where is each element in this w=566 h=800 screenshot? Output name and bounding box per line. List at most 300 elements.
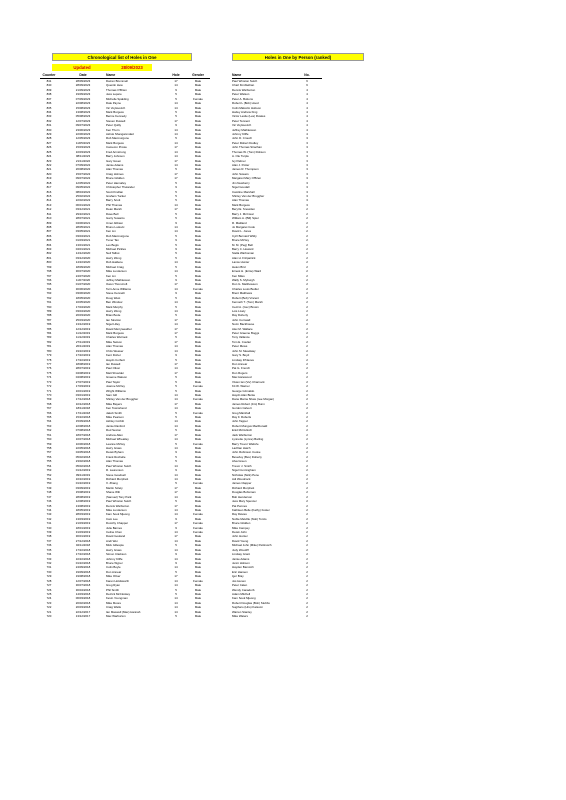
counter-cell: 722 — [46, 605, 52, 610]
date-cell: 18/05/2019 — [75, 507, 91, 512]
hole-cell: 14 — [174, 605, 178, 610]
counter-cell: 732 — [46, 560, 52, 565]
count-cell: 2 — [306, 344, 308, 349]
person-name-cell: Kit W. Warner — [232, 384, 250, 389]
date-cell: 10/03/2023 — [75, 149, 91, 154]
counter-cell: 767 — [46, 406, 52, 411]
count-cell: 4 — [306, 101, 308, 106]
name-cell: Cameron Prosie — [106, 145, 127, 150]
gender-cell: Male — [194, 123, 202, 128]
person-name-cell: John Robinson Cooke — [232, 450, 261, 455]
count-cell: 4 — [306, 123, 308, 128]
person-name-cell: Cecil A. (Cec) Brown — [232, 304, 259, 309]
hole-cell: 5 — [175, 388, 177, 393]
hole-cell: 17 — [174, 176, 178, 181]
count-cell: 2 — [306, 242, 308, 247]
name-cell: Andi Wei — [106, 538, 118, 543]
gender-cell: Female — [193, 521, 203, 526]
name-cell: Colin Boyle — [106, 565, 121, 570]
person-name-cell: Lindsay Grant — [232, 552, 250, 557]
counter-cell: 803 — [46, 247, 52, 252]
person-name-cell: Max Harewood — [232, 375, 252, 380]
hole-cell: 5 — [175, 375, 177, 380]
name-cell: Mark Murphy — [106, 304, 123, 309]
name-cell: Ian Russell — [106, 362, 121, 366]
hole-cell: 9 — [175, 87, 177, 92]
count-cell: 2 — [306, 587, 308, 592]
gender-cell: Male — [194, 322, 202, 327]
counter-cell: 804 — [46, 242, 52, 247]
hole-cell: 5 — [175, 114, 177, 119]
gender-cell: Male — [194, 269, 202, 274]
date-cell: 03/12/2020 — [75, 255, 91, 260]
hole-cell: 5 — [175, 198, 177, 203]
name-cell: Mike Lunderson — [106, 507, 127, 512]
count-cell: 2 — [306, 463, 308, 468]
counter-cell: 721 — [46, 609, 52, 614]
name-cell: Mark Burgess — [106, 140, 124, 145]
name-cell: Bruce Wyper — [106, 560, 123, 565]
chronological-list-header: Chronological list of Holes in One — [52, 53, 192, 61]
column-header-count: No. — [304, 73, 310, 77]
counter-cell: 786 — [46, 322, 52, 327]
name-cell: Alan Thomas — [106, 459, 123, 464]
person-name-cell: Wendy Canadorb — [232, 587, 255, 592]
name-cell: Craig Holmes — [106, 171, 124, 176]
counter-cell: 775 — [46, 370, 52, 375]
person-name-cell: Robert Mungus MacDonald — [232, 423, 268, 428]
gender-cell: Male — [194, 154, 202, 159]
date-cell: 10/10/2018 — [75, 556, 91, 561]
person-name-cell: James Clapper — [232, 481, 252, 486]
count-cell: 4 — [306, 127, 308, 132]
date-cell: 08/11/2023 — [75, 154, 91, 159]
hole-cell: 5 — [175, 614, 177, 619]
date-cell: 09/07/2022 — [75, 176, 91, 181]
count-cell: 2 — [306, 304, 308, 309]
gender-cell: Male — [194, 574, 202, 579]
by-person-table — [232, 79, 332, 618]
gender-cell: Male — [194, 171, 202, 176]
date-cell: 04/08/2019 — [75, 375, 91, 380]
hole-cell: 5 — [175, 136, 177, 141]
count-cell: 2 — [306, 295, 308, 300]
date-cell: 28/09/2023 — [75, 79, 91, 83]
date-cell: 23/06/2023 — [75, 127, 91, 132]
person-name-cell: Kenneth T. (Tom) Marsh — [232, 300, 263, 305]
gender-cell: Male — [194, 79, 202, 83]
hole-cell: 14 — [174, 229, 178, 234]
date-cell: 20/03/2018 — [75, 605, 91, 610]
person-name-cell: Bob Henderson — [232, 494, 253, 499]
name-cell: Ken Townshend — [106, 406, 127, 411]
column-header-name: Name — [106, 73, 116, 77]
counter-cell: 811 — [46, 211, 52, 216]
hole-cell: 5 — [175, 304, 177, 309]
counter-cell: 725 — [46, 591, 52, 596]
count-cell: 3 — [306, 171, 308, 176]
name-cell: Scott Kindlan — [106, 189, 124, 194]
counter-cell: 743 — [46, 512, 52, 517]
date-cell: 26/08/2022 — [75, 167, 91, 172]
date-cell: 07/08/2018 — [75, 428, 91, 433]
name-cell: Leanne McVey — [106, 441, 126, 446]
date-cell: 15/09/2018 — [75, 419, 91, 424]
date-cell: 06/01/2022 — [75, 202, 91, 207]
gender-cell: Female — [193, 512, 203, 517]
count-cell: 2 — [306, 366, 308, 371]
gender-cell: Male — [194, 366, 202, 371]
counter-cell: 728 — [46, 578, 52, 583]
hole-cell: 14 — [174, 366, 178, 371]
count-cell: 2 — [306, 547, 308, 552]
person-name-cell: Mark Burgess — [232, 202, 250, 207]
hole-cell: 5 — [175, 242, 177, 247]
counter-cell: 814 — [46, 198, 52, 203]
date-cell: 03/01/2019 — [75, 392, 91, 397]
person-name-cell: Charles Louis Budler — [232, 286, 259, 291]
name-cell: Graeme Watson — [106, 375, 127, 380]
date-cell: 15/03/2023 — [75, 145, 91, 150]
person-name-cell: Jamie Adams — [232, 556, 250, 561]
hole-cell: 9 — [175, 123, 177, 128]
count-cell: 2 — [306, 247, 308, 252]
count-cell: 3 — [306, 154, 308, 159]
date-cell: 08/04/2022 — [75, 189, 91, 194]
counter-cell: 819 — [46, 176, 52, 181]
name-cell: Julie Barnes — [106, 525, 122, 530]
gender-cell: Female — [193, 96, 203, 101]
person-name-cell: Barry J. McCrear — [232, 211, 254, 216]
name-cell: Harry Wong — [106, 255, 122, 260]
person-name-cell: Harley Andrew King — [232, 109, 258, 114]
counter-cell: 779 — [46, 353, 52, 358]
person-name-cell: Shirley Van der Bruggher — [232, 193, 265, 198]
count-cell: 3 — [306, 185, 308, 190]
count-cell: 2 — [306, 538, 308, 543]
date-cell: 14/03/2018 — [75, 591, 91, 596]
count-cell: 2 — [306, 224, 308, 229]
count-cell: 2 — [306, 543, 308, 548]
counter-cell: 833 — [46, 114, 52, 119]
counter-cell: 744 — [46, 507, 52, 512]
person-name-cell: Eric Hansen — [232, 569, 248, 574]
count-cell: 4 — [306, 114, 308, 119]
hole-cell: 9 — [175, 277, 177, 282]
name-cell: Terri-Anne Williams — [106, 286, 131, 291]
name-cell: Brian Bode — [106, 313, 121, 318]
counter-cell: 792 — [46, 295, 52, 300]
name-cell: Ken Thorn — [106, 127, 120, 132]
gender-cell: Male — [194, 591, 202, 596]
hole-cell: 14 — [174, 423, 178, 428]
date-cell: 15/07/2022 — [75, 171, 91, 176]
date-cell: 27/12/2018 — [75, 538, 91, 543]
gender-cell: Male — [194, 423, 202, 428]
hole-cell: 5 — [175, 428, 177, 433]
counter-cell: 788 — [46, 313, 52, 318]
count-cell: 2 — [306, 233, 308, 238]
hole-cell: 14 — [174, 446, 178, 451]
person-name-cell: Bruce McVey — [232, 238, 250, 243]
person-name-cell: Norm Backhouse — [232, 322, 255, 327]
name-cell: Ben Windsor — [106, 300, 123, 305]
date-cell: 10/12/2018 — [75, 401, 91, 406]
count-cell: 3 — [306, 176, 308, 181]
date-cell: 13/03/2019 — [75, 516, 91, 521]
counter-cell: 805 — [46, 238, 52, 243]
hole-cell: 17 — [174, 207, 178, 212]
hole-cell: 5 — [175, 233, 177, 238]
person-name-cell: Victor Leslie (Les) Rowles — [232, 114, 266, 119]
gender-cell: Male — [194, 476, 202, 481]
date-cell: 12/05/2022 — [75, 180, 91, 185]
gender-cell: Male — [194, 140, 202, 145]
gender-cell: Male — [194, 490, 202, 495]
name-cell: Sam Gill — [106, 392, 117, 397]
name-cell: Charles Wetrook — [106, 335, 128, 340]
name-cell: Simon Clarkson — [106, 552, 127, 557]
gender-cell: Female — [193, 286, 203, 291]
count-cell: 2 — [306, 211, 308, 216]
hole-cell: 9 — [175, 450, 177, 455]
hole-cell: 17 — [174, 79, 178, 83]
count-cell: 4 — [306, 92, 308, 97]
name-cell: Christopher Thelander — [106, 185, 135, 190]
counter-cell: 817 — [46, 185, 52, 190]
person-name-cell: Warren Stanley — [232, 609, 252, 614]
gender-cell: Male — [194, 176, 202, 181]
gender-cell: Male — [194, 552, 202, 557]
hole-cell: 17 — [174, 503, 178, 508]
person-name-cell: Nicholas (Nick) Pene — [232, 472, 259, 477]
person-name-cell: Peter Graeme Boggs — [232, 331, 260, 336]
name-cell: Harry Grass — [106, 547, 122, 552]
counter-cell: 785 — [46, 326, 52, 331]
hole-cell: 17 — [174, 282, 178, 287]
counter-cell: 791 — [46, 300, 52, 305]
count-cell: 2 — [306, 419, 308, 424]
name-cell: Cam Lee — [106, 516, 118, 521]
gender-cell: Male — [194, 472, 202, 477]
name-cell: Mike Pearson — [106, 415, 124, 420]
hole-cell: 14 — [174, 127, 178, 132]
person-name-cell: Pat G. French — [232, 366, 250, 371]
person-name-cell: Pat Pennes — [232, 503, 247, 508]
counter-cell: 738 — [46, 534, 52, 539]
hole-cell: 9 — [175, 353, 177, 358]
person-name-cell: James R. Thompson — [232, 167, 259, 172]
hole-cell: 14 — [174, 348, 178, 353]
gender-cell: Male — [194, 220, 202, 225]
person-name-cell: Kathleen Belle (Kathy) Foster — [232, 507, 270, 512]
gender-cell: Male — [194, 534, 202, 539]
name-cell: Barry Scott — [106, 198, 121, 203]
person-name-cell: Nigel Cunningham — [232, 468, 256, 473]
hole-cell: 14 — [174, 578, 178, 583]
gender-cell: Male — [194, 406, 202, 411]
count-cell: 3 — [306, 198, 308, 203]
name-cell: Karen Holdsworth — [106, 578, 129, 583]
counter-cell: 830 — [46, 127, 52, 132]
counter-cell: 764 — [46, 419, 52, 424]
person-name-cell: Ray Davies — [232, 512, 247, 517]
gender-cell: Male — [194, 362, 202, 366]
count-cell: 4 — [306, 132, 308, 137]
counter-cell: 834 — [46, 109, 52, 114]
counter-cell: 799 — [46, 264, 52, 269]
gender-cell: Male — [194, 207, 202, 212]
date-cell: 17/11/2018 — [75, 410, 91, 415]
counter-cell: 825 — [46, 149, 52, 154]
gender-cell: Male — [194, 596, 202, 601]
count-cell: 3 — [306, 149, 308, 154]
name-cell: Frank Rochelle — [106, 454, 126, 459]
gender-cell: Male — [194, 233, 202, 238]
column-header-gender: Gender — [192, 73, 204, 77]
count-cell: 4 — [306, 96, 308, 101]
gender-cell: Male — [194, 401, 202, 406]
hole-cell: 14 — [174, 419, 178, 424]
count-cell: 2 — [306, 406, 308, 411]
hole-cell: 5 — [175, 569, 177, 574]
gender-cell: Male — [194, 193, 202, 198]
gender-cell: Male — [194, 353, 202, 358]
date-cell: 11/12/2019 — [75, 335, 91, 340]
counter-cell: 829 — [46, 132, 52, 137]
person-name-cell: Noble Melville (Nob) Tomlo — [232, 516, 267, 521]
date-cell: 04/06/2021 — [75, 220, 91, 225]
count-cell: 2 — [306, 600, 308, 605]
counter-cell: 808 — [46, 224, 52, 229]
count-cell: 2 — [306, 339, 308, 344]
date-cell: 18/05/2020 — [75, 295, 91, 300]
person-name-cell: Robert L (Bob) Hood — [232, 101, 259, 106]
person-name-cell: William A. (Bill) Spier — [232, 216, 259, 221]
person-name-cell: Peter Calen — [232, 583, 248, 588]
person-name-cell: Mike Campey — [232, 525, 250, 530]
counter-cell: 752 — [46, 472, 52, 477]
name-cell: Mike Moore — [106, 600, 122, 605]
person-name-cell: John Thomas Strachan — [232, 145, 262, 150]
counter-cell: 839 — [46, 87, 52, 92]
hole-cell: 5 — [175, 441, 177, 446]
date-cell: 17/03/2019 — [75, 384, 91, 389]
date-cell: 12/07/2018 — [75, 578, 91, 583]
date-cell: 15/08/2019 — [75, 490, 91, 495]
person-name-cell: John Hunter — [232, 534, 248, 539]
date-cell: 05/02/2018 — [75, 454, 91, 459]
count-cell: 6 — [306, 79, 308, 83]
person-name-cell: John Sowers — [232, 171, 249, 176]
gender-cell: Male — [194, 238, 202, 243]
name-cell: Rod Sexton — [106, 428, 122, 433]
count-cell: 2 — [306, 450, 308, 455]
date-cell: 22/05/2018 — [75, 446, 91, 451]
count-cell: 2 — [306, 251, 308, 256]
gender-cell: Male — [194, 92, 202, 97]
person-name-cell: David Young — [232, 538, 249, 543]
date-cell: 22/12/2017 — [75, 609, 91, 614]
hole-cell: 9 — [175, 247, 177, 252]
counter-cell: 730 — [46, 569, 52, 574]
count-cell: 2 — [306, 335, 308, 340]
gender-cell: Male — [194, 229, 202, 234]
gender-cell: Male — [194, 109, 202, 114]
count-cell: 3 — [306, 145, 308, 150]
counter-cell: 784 — [46, 331, 52, 336]
name-cell: Greg Ryan — [106, 583, 120, 588]
hole-cell: 5 — [175, 92, 177, 97]
counter-cell: 729 — [46, 574, 52, 579]
name-cell: X. Zhang — [106, 481, 118, 486]
name-cell: Thomas O'Brien — [106, 87, 127, 92]
count-cell: 2 — [306, 286, 308, 291]
person-name-cell: Ernest H. (Ernie) Ward — [232, 269, 262, 274]
gender-cell: Male — [194, 569, 202, 574]
person-name-cell: Peter Robert Dudley — [232, 140, 259, 145]
gender-cell: Male — [194, 114, 202, 119]
name-cell: Jess Lepere — [106, 92, 122, 97]
hole-cell: 5 — [175, 180, 177, 185]
gender-cell: Male — [194, 503, 202, 508]
name-cell: Doug West — [106, 295, 121, 300]
hole-cell: 5 — [175, 357, 177, 362]
counter-cell: 794 — [46, 286, 52, 291]
count-cell: 3 — [306, 163, 308, 168]
date-cell: 22/06/2023 — [75, 132, 91, 137]
count-cell: 4 — [306, 105, 308, 110]
count-cell: 2 — [306, 565, 308, 570]
hole-cell: 14 — [174, 507, 178, 512]
counter-cell: 815 — [46, 193, 52, 198]
gender-cell: Male — [194, 145, 202, 150]
hole-cell: 17 — [174, 485, 178, 490]
gender-cell: Male — [194, 313, 202, 318]
hole-cell: 5 — [175, 481, 177, 486]
name-cell: Mike Nelson — [106, 339, 122, 344]
counter-cell: 771 — [46, 388, 52, 393]
person-name-cell: Don G. Matthewson — [232, 282, 258, 287]
counter-cell: 780 — [46, 348, 52, 353]
hole-cell: 5 — [175, 415, 177, 420]
count-cell: 2 — [306, 560, 308, 565]
count-cell: 2 — [306, 384, 308, 389]
counter-cell: 766 — [46, 410, 52, 415]
person-name-cell: Lindsay D'Nauva — [232, 357, 254, 362]
name-cell: Mike Bayers — [106, 401, 122, 406]
person-name-cell: Bruce Glidden — [232, 521, 251, 526]
gender-cell: Male — [194, 419, 202, 424]
date-cell: 01/10/2019 — [75, 481, 91, 486]
name-cell: Shirley Van der Bruggher — [106, 397, 139, 402]
counter-cell: 774 — [46, 375, 52, 380]
name-cell: Paul Winston Sutch — [106, 499, 132, 504]
counter-cell: 795 — [46, 282, 52, 287]
hole-cell: 14 — [174, 609, 178, 614]
name-cell: Matt Shoulder — [106, 370, 124, 375]
counter-cell: 826 — [46, 145, 52, 150]
date-cell: 17/12/2018 — [75, 397, 91, 402]
count-cell: 2 — [306, 264, 308, 269]
person-name-cell: Trevor J. Smith — [232, 463, 252, 468]
person-name-cell: M. M. (Peg) Bell — [232, 242, 253, 247]
count-cell: 2 — [306, 521, 308, 526]
gender-cell: Male — [194, 83, 202, 88]
date-cell: 22/08/2018 — [75, 423, 91, 428]
date-cell: 16/07/2018 — [75, 437, 91, 442]
count-cell: 2 — [306, 353, 308, 358]
